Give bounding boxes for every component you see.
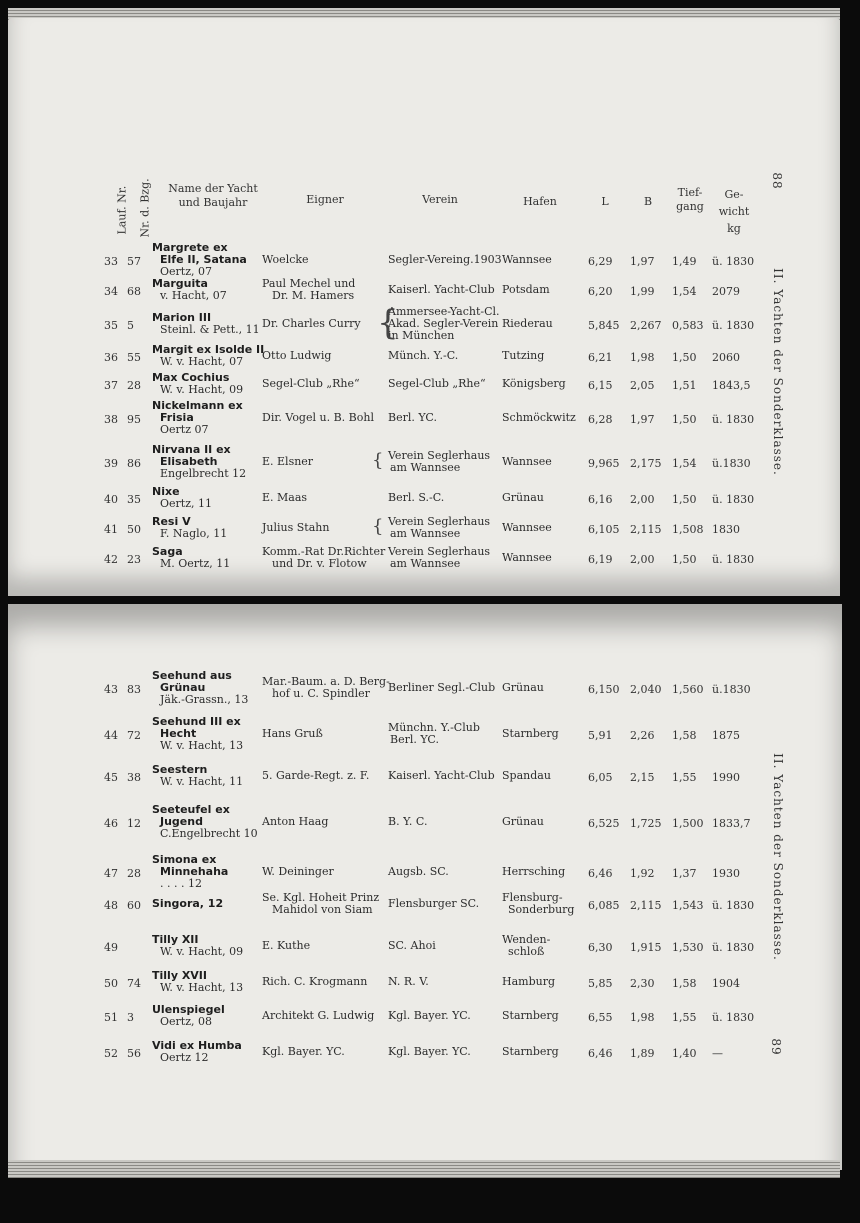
verein: Münch. Y.-C. (388, 349, 459, 362)
bezirk-nr: 56 (127, 1047, 141, 1060)
length-value: 6,05 (588, 771, 613, 784)
hafen: Tutzing (502, 349, 545, 362)
bezirk-nr: 12 (127, 817, 141, 830)
hafen: Flensburg- (502, 891, 563, 904)
yacht-name: Singora, 12 (152, 897, 224, 910)
yacht-name: Marion III (152, 311, 212, 324)
length-value: 6,20 (588, 285, 613, 298)
verein: N. R. V. (388, 975, 429, 988)
lauf-nr: 33 (104, 255, 118, 268)
yacht-name: W. v. Hacht, 07 (160, 355, 244, 368)
weight-value: 2060 (712, 351, 740, 364)
yacht-name: Seehund III ex (152, 715, 241, 728)
verein: Verein Seglerhaus (388, 515, 491, 528)
yacht-name: Oertz, 08 (160, 1015, 212, 1028)
beam-value: 1,98 (630, 351, 655, 364)
lauf-nr: 49 (104, 941, 118, 954)
weight-value: 1875 (712, 729, 740, 742)
eigner: E. Elsner (262, 455, 314, 468)
verein: Verein Seglerhaus (388, 545, 491, 558)
yacht-name: Nixe (152, 485, 180, 498)
hafen: Hamburg (502, 975, 556, 988)
bezirk-nr: 60 (127, 899, 141, 912)
hafen: Starnberg (502, 1045, 559, 1058)
length-value: 6,46 (588, 1047, 613, 1060)
yacht-name: Elisabeth (160, 455, 218, 468)
bezirk-nr: 83 (127, 683, 141, 696)
hafen: Starnberg (502, 1009, 559, 1022)
yacht-name: Margit ex Isolde II (152, 343, 265, 356)
brace: { (372, 450, 384, 471)
verein: Kgl. Bayer. YC. (388, 1009, 471, 1022)
draft-value: 1,508 (672, 523, 704, 536)
verein: Kaiserl. Yacht-Club (388, 769, 495, 782)
length-value: 6,16 (588, 493, 613, 506)
bezirk-nr: 23 (127, 553, 141, 566)
hafen: Grünau (502, 491, 544, 504)
beam-value: 2,05 (630, 379, 655, 392)
verein: in München (388, 329, 455, 342)
hafen: schloß (508, 945, 545, 958)
eigner: E. Maas (262, 491, 308, 504)
lauf-nr: 38 (104, 413, 118, 426)
lauf-nr: 44 (104, 729, 118, 742)
lauf-nr: 37 (104, 379, 118, 392)
beam-value: 1,725 (630, 817, 662, 830)
eigner: Hans Gruß (262, 727, 323, 740)
weight-value: ü. 1830 (712, 255, 755, 268)
brace: { (377, 303, 399, 343)
beam-value: 1,98 (630, 1011, 655, 1024)
side-title-bottom: II. Yachten der Sonderklasse. (771, 753, 785, 961)
verein: Flensburger SC. (388, 897, 480, 910)
eigner: E. Kuthe (262, 939, 311, 952)
eigner: Dr. Charles Curry (262, 317, 361, 330)
hafen: Wenden- (502, 933, 551, 946)
bezirk-nr: 57 (127, 255, 141, 268)
hafen: Wannsee (502, 455, 552, 468)
bezirk-nr: 38 (127, 771, 141, 784)
lauf-nr: 52 (104, 1047, 118, 1060)
verein: B. Y. C. (388, 815, 428, 828)
yacht-name: Nickelmann ex (152, 399, 243, 412)
eigner: hof u. C. Spindler (272, 687, 370, 700)
yacht-name: Oertz 07 (160, 423, 209, 436)
verein: Berl. YC. (390, 733, 439, 746)
verein: Ammersee-Yacht-Cl. (388, 305, 500, 318)
yacht-name: Frisia (160, 411, 194, 424)
length-value: 6,15 (588, 379, 613, 392)
yacht-name: Minnehaha (160, 865, 229, 878)
eigner: W. Deininger (262, 865, 334, 878)
beam-value: 1,99 (630, 285, 655, 298)
header-b: B (643, 195, 653, 208)
header-eigner: Eigner (306, 193, 344, 206)
length-value: 6,19 (588, 553, 613, 566)
beam-value: 1,97 (630, 255, 655, 268)
verein: Kgl. Bayer. YC. (388, 1045, 471, 1058)
bezirk-nr: 3 (127, 1011, 134, 1024)
eigner: Dir. Vogel u. B. Bohl (262, 411, 374, 424)
yacht-name: Oertz, 11 (160, 497, 212, 510)
yacht-name: Hecht (160, 727, 197, 740)
lauf-nr: 45 (104, 771, 118, 784)
yacht-name: Jäk.-Grassn., 13 (160, 693, 249, 706)
weight-value: 1843,5 (712, 379, 751, 392)
length-value: 6,085 (588, 899, 620, 912)
verein: Verein Seglerhaus (388, 449, 491, 462)
header-verein: Verein (422, 193, 458, 206)
length-value: 6,55 (588, 1011, 613, 1024)
draft-value: 1,50 (672, 493, 697, 506)
eigner: Architekt G. Ludwig (262, 1009, 375, 1022)
eigner: Kgl. Bayer. YC. (262, 1045, 345, 1058)
weight-value: 2079 (712, 285, 740, 298)
yacht-name: Simona ex (152, 853, 217, 866)
yacht-name: Steinl. & Pett., 11 (160, 323, 260, 336)
yacht-name: Elfe II, Satana (160, 253, 247, 266)
yacht-name: Tilly XII (152, 933, 199, 946)
hafen: Grünau (502, 681, 544, 694)
weight-value: ü. 1830 (712, 493, 755, 506)
beam-value: 1,92 (630, 867, 655, 880)
yacht-name: Marguita (152, 277, 208, 290)
lauf-nr: 43 (104, 683, 118, 696)
eigner: Se. Kgl. Hoheit Prinz (262, 891, 380, 904)
yacht-name: Seestern (152, 763, 208, 776)
weight-value: 1833,7 (712, 817, 751, 830)
yacht-name: Tilly XVII (152, 969, 207, 982)
draft-value: 1,55 (672, 1011, 697, 1024)
hafen: Grünau (502, 815, 544, 828)
hafen: Herrsching (502, 865, 566, 878)
yacht-name: Saga (152, 545, 183, 558)
weight-value: — (712, 1047, 723, 1060)
verein: Segel-Club „Rhe“ (388, 377, 486, 390)
yacht-name: W. v. Hacht, 13 (160, 981, 244, 994)
bezirk-nr: 72 (127, 729, 141, 742)
eigner: Woelcke (262, 253, 309, 266)
hafen: Sonderburg (508, 903, 575, 916)
weight-value: 1930 (712, 867, 740, 880)
yacht-name: Jugend (160, 815, 203, 828)
bezirk-nr: 86 (127, 457, 141, 470)
hafen: Königsberg (502, 377, 566, 390)
bezirk-nr: 50 (127, 523, 141, 536)
verein: Berl. YC. (388, 411, 437, 424)
header-nr-bzg: Nr. d. Bzg. (138, 178, 152, 238)
yacht-name: Max Cochius (152, 371, 230, 384)
page-number-88: 88 (770, 172, 784, 190)
side-title-top: II. Yachten der Sonderklasse. (771, 268, 785, 476)
beam-value: 1,89 (630, 1047, 655, 1060)
beam-value: 2,30 (630, 977, 655, 990)
yacht-name: Oertz 12 (160, 1051, 209, 1064)
bezirk-nr: 28 (127, 867, 141, 880)
hafen: Wannsee (502, 551, 552, 564)
eigner: Komm.-Rat Dr.Richter (262, 545, 386, 558)
yacht-name: W. v. Hacht, 11 (160, 775, 244, 788)
yacht-name: Seeteufel ex (152, 803, 230, 816)
yacht-name: Resi V (152, 515, 191, 528)
eigner: Mahidol von Siam (272, 903, 373, 916)
eigner: Julius Stahn (262, 521, 330, 534)
beam-value: 2,267 (630, 319, 662, 332)
yacht-name: v. Hacht, 07 (160, 289, 227, 302)
lauf-nr: 42 (104, 553, 118, 566)
beam-value: 2,26 (630, 729, 655, 742)
bezirk-nr: 68 (127, 285, 141, 298)
hafen: Spandau (502, 769, 551, 782)
draft-value: 1,49 (672, 255, 697, 268)
length-value: 6,21 (588, 351, 613, 364)
weight-value: ü. 1830 (712, 319, 755, 332)
length-value: 9,965 (588, 457, 620, 470)
bezirk-nr: 74 (127, 977, 141, 990)
draft-value: 0,583 (672, 319, 704, 332)
weight-value: ü. 1830 (712, 1011, 755, 1024)
brace: { (372, 516, 384, 537)
header-tiefgang: Tief- gang (676, 186, 704, 213)
eigner: und Dr. v. Flotow (272, 557, 367, 570)
eigner: 5. Garde-Regt. z. F. (262, 769, 370, 782)
hafen: Potsdam (502, 283, 550, 296)
lauf-nr: 51 (104, 1011, 118, 1024)
length-value: 6,29 (588, 255, 613, 268)
beam-value: 1,97 (630, 413, 655, 426)
weight-value: 1904 (712, 977, 740, 990)
header-name: Name der Yacht und Baujahr (168, 182, 258, 209)
verein: Segler-Vereing.1903 (388, 253, 502, 266)
beam-value: 1,915 (630, 941, 662, 954)
yacht-name: W. v. Hacht, 09 (160, 945, 244, 958)
lauf-nr: 35 (104, 319, 118, 332)
weight-value: ü. 1830 (712, 899, 755, 912)
draft-value: 1,50 (672, 553, 697, 566)
eigner: Segel-Club „Rhe“ (262, 377, 360, 390)
bezirk-nr: 28 (127, 379, 141, 392)
yacht-name: Grünau (160, 681, 206, 694)
verein: SC. Ahoi (388, 939, 436, 952)
verein: am Wannsee (390, 557, 461, 570)
weight-value: ü. 1830 (712, 553, 755, 566)
verein: Berl. S.-C. (388, 491, 445, 504)
yacht-name: Nirvana II ex (152, 443, 231, 456)
yacht-name: Margrete ex (152, 241, 228, 254)
yacht-name: Engelbrecht 12 (160, 467, 247, 480)
draft-value: 1,58 (672, 729, 697, 742)
book-page-edges-bottom (8, 1160, 840, 1178)
draft-value: 1,58 (672, 977, 697, 990)
yacht-name: C.Engelbrecht 10 (160, 827, 258, 840)
draft-value: 1,54 (672, 285, 697, 298)
beam-value: 2,00 (630, 493, 655, 506)
length-value: 6,525 (588, 817, 620, 830)
header-hafen: Hafen (523, 195, 557, 208)
beam-value: 2,115 (630, 899, 662, 912)
yacht-name: Vidi ex Humba (152, 1039, 242, 1052)
verein: Kaiserl. Yacht-Club (388, 283, 495, 296)
length-value: 6,30 (588, 941, 613, 954)
hafen: Starnberg (502, 727, 559, 740)
draft-value: 1,54 (672, 457, 697, 470)
lauf-nr: 36 (104, 351, 118, 364)
lauf-nr: 46 (104, 817, 118, 830)
weight-value: 1990 (712, 771, 740, 784)
beam-value: 2,00 (630, 553, 655, 566)
yacht-name: M. Oertz, 11 (160, 557, 231, 570)
draft-value: 1,55 (672, 771, 697, 784)
beam-value: 2,175 (630, 457, 662, 470)
bezirk-nr: 35 (127, 493, 141, 506)
draft-value: 1,51 (672, 379, 697, 392)
eigner: Mar.-Baum. a. D. Berg- (262, 675, 390, 688)
header-gewicht: Ge- wicht kg (718, 188, 750, 235)
beam-value: 2,115 (630, 523, 662, 536)
header-l: L (601, 195, 609, 208)
lauf-nr: 48 (104, 899, 118, 912)
draft-value: 1,500 (672, 817, 704, 830)
length-value: 5,91 (588, 729, 613, 742)
eigner: Anton Haag (262, 815, 329, 828)
verein: am Wannsee (390, 527, 461, 540)
length-value: 6,28 (588, 413, 613, 426)
weight-value: ü.1830 (712, 683, 751, 696)
hafen: Schmöckwitz (502, 411, 576, 424)
lauf-nr: 50 (104, 977, 118, 990)
hafen: Riederau (502, 317, 553, 330)
draft-value: 1,50 (672, 413, 697, 426)
verein: Münchn. Y.-Club (388, 721, 480, 734)
yacht-name: Oertz, 07 (160, 265, 212, 278)
weight-value: ü.1830 (712, 457, 751, 470)
yacht-name: . . . . 12 (160, 877, 202, 890)
yacht-name: W. v. Hacht, 13 (160, 739, 244, 752)
yacht-name: Ulenspiegel (152, 1003, 225, 1016)
lauf-nr: 34 (104, 285, 118, 298)
yacht-name: Seehund aus (152, 669, 232, 682)
draft-value: 1,37 (672, 867, 697, 880)
bezirk-nr: 95 (127, 413, 141, 426)
eigner: Rich. C. Krogmann (262, 975, 368, 988)
bezirk-nr: 55 (127, 351, 141, 364)
yacht-name: F. Naglo, 11 (160, 527, 228, 540)
length-value: 6,105 (588, 523, 620, 536)
yacht-name: W. v. Hacht, 09 (160, 383, 244, 396)
verein: Augsb. SC. (388, 865, 449, 878)
lauf-nr: 40 (104, 493, 118, 506)
beam-value: 2,040 (630, 683, 662, 696)
eigner: Dr. M. Hamers (272, 289, 355, 302)
draft-value: 1,543 (672, 899, 704, 912)
draft-value: 1,40 (672, 1047, 697, 1060)
lauf-nr: 39 (104, 457, 118, 470)
length-value: 5,845 (588, 319, 620, 332)
draft-value: 1,50 (672, 351, 697, 364)
beam-value: 2,15 (630, 771, 655, 784)
eigner: Otto Ludwig (262, 349, 332, 362)
draft-value: 1,530 (672, 941, 704, 954)
hafen: Wannsee (502, 253, 552, 266)
weight-value: 1830 (712, 523, 740, 536)
verein: am Wannsee (390, 461, 461, 474)
verein: Berliner Segl.-Club (388, 681, 496, 694)
hafen: Wannsee (502, 521, 552, 534)
verein: Akad. Segler-Verein (388, 317, 499, 330)
length-value: 6,150 (588, 683, 620, 696)
length-value: 5,85 (588, 977, 613, 990)
page-number-89: 89 (769, 1038, 783, 1056)
bezirk-nr: 5 (127, 319, 134, 332)
lauf-nr: 41 (104, 523, 118, 536)
draft-value: 1,560 (672, 683, 704, 696)
header-lauf-nr: Lauf. Nr. (115, 185, 129, 235)
lauf-nr: 47 (104, 867, 118, 880)
length-value: 6,46 (588, 867, 613, 880)
weight-value: ü. 1830 (712, 941, 755, 954)
weight-value: ü. 1830 (712, 413, 755, 426)
eigner: Paul Mechel und (262, 277, 356, 290)
